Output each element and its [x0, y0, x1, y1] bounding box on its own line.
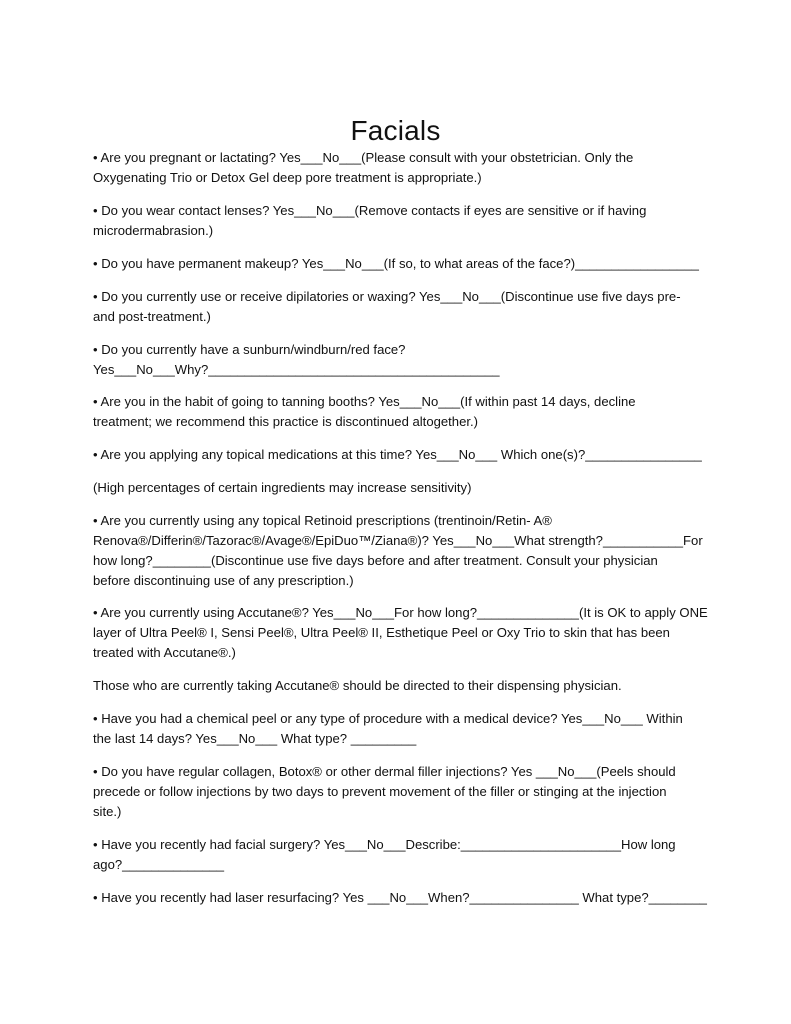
question-line: microdermabrasion.) — [93, 223, 214, 238]
question-line: • Do you currently use or receive dipilatories or waxing? Yes___No___(Discontinue use five days pre- — [93, 289, 681, 304]
question-retinoid — [93, 511, 703, 591]
question-chemical-peel — [93, 709, 703, 749]
question-line: before discontinuing use of any prescription.) — [93, 573, 354, 588]
question-makeup — [93, 254, 703, 274]
page-title: Facials — [350, 114, 441, 146]
question-line: • Have you had a chemical peel or any type of procedure with a medical device? Yes___No___ Within — [93, 711, 683, 726]
question-line: Renova®/Differin®/Tazorac®/Avage®/EpiDuo™/Ziana®)? Yes___No___What strength?___________For — [93, 533, 703, 548]
question-tanning — [93, 392, 703, 432]
question-waxing — [93, 287, 703, 327]
question-line: • Do you wear contact lenses? Yes___No___(Remove contacts if eyes are sensitive or if having — [93, 203, 647, 218]
question-accutane — [93, 603, 708, 663]
question-line: • Have you recently had facial surgery? Yes___No___Describe:______________________How long — [93, 837, 676, 852]
question-line: • Are you in the habit of going to tanning booths? Yes___No___(If within past 14 days, decline — [93, 394, 636, 409]
question-line: • Are you applying any topical medications at this time? Yes___No___ Which one(s)?________________ — [93, 447, 702, 462]
question-line: • Have you recently had laser resurfacing? Yes ___No___When?_______________ What type?________ — [93, 890, 707, 905]
question-pregnant — [93, 148, 703, 188]
question-sunburn — [93, 340, 703, 380]
note-line: Those who are currently taking Accutane® should be directed to their dispensing physician. — [93, 678, 622, 693]
question-line: ago?______________ — [93, 857, 225, 872]
question-line: treatment; we recommend this practice is discontinued altogether.) — [93, 414, 478, 429]
question-line: • Do you have permanent makeup? Yes___No___(If so, to what areas of the face?)_________________ — [93, 256, 699, 271]
sensitivity-note — [93, 478, 703, 498]
question-topical-meds — [93, 445, 703, 465]
question-line: • Are you currently using Accutane®? Yes___No___For how long?______________(It is OK to apply ONE — [93, 605, 708, 620]
question-line: Yes___No___Why?________________________________________ — [93, 362, 500, 377]
question-line: site.) — [93, 804, 122, 819]
note-line: (High percentages of certain ingredients may increase sensitivity) — [93, 480, 472, 495]
accutane-note — [93, 676, 703, 696]
question-line: • Do you have regular collagen, Botox® or other dermal filler injections? Yes ___No___(Peels should — [93, 764, 676, 779]
question-surgery — [93, 835, 703, 875]
question-line: layer of Ultra Peel® I, Sensi Peel®, Ultra Peel® II, Esthetique Peel or Oxy Trio to skin that has been — [93, 625, 670, 640]
question-line: precede or follow injections by two days to prevent movement of the filler or stinging at the injection — [93, 784, 667, 799]
question-line: how long?________(Discontinue use five days before and after treatment. Consult your physician — [93, 553, 658, 568]
question-line: • Are you pregnant or lactating? Yes___No___(Please consult with your obstetrician. Only the — [93, 150, 634, 165]
question-fillers — [93, 762, 703, 822]
question-line: Oxygenating Trio or Detox Gel deep pore treatment is appropriate.) — [93, 170, 482, 185]
question-line: treated with Accutane®.) — [93, 645, 236, 660]
question-contacts — [93, 201, 703, 241]
question-laser — [93, 888, 707, 908]
question-line: the last 14 days? Yes___No___ What type? _________ — [93, 731, 417, 746]
question-line: and post-treatment.) — [93, 309, 211, 324]
question-line: • Do you currently have a sunburn/windburn/red face? — [93, 342, 406, 357]
question-line: • Are you currently using any topical Retinoid prescriptions (trentinoin/Retin- A® — [93, 513, 552, 528]
